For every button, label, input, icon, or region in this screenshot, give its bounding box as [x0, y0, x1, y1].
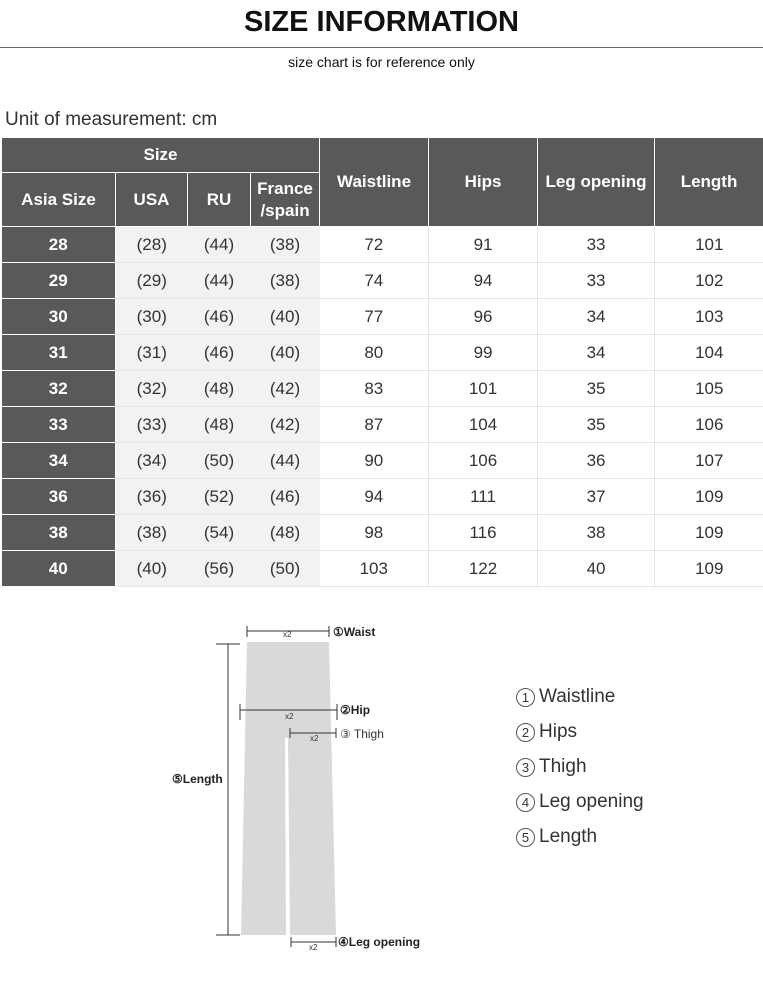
- cell-usa: (34): [116, 443, 188, 479]
- cell-asia-size: 32: [2, 371, 116, 407]
- cell-hips: 101: [429, 371, 538, 407]
- cell-ru: (50): [188, 443, 251, 479]
- table-row: [2, 479, 763, 515]
- length-measure-line: [216, 644, 240, 935]
- legend-label: Waistline: [539, 686, 616, 707]
- cell-usa: (31): [116, 335, 188, 371]
- cell-waistline: 83: [320, 371, 429, 407]
- cell-hips: 96: [429, 299, 538, 335]
- cell-hips: 99: [429, 335, 538, 371]
- cell-asia-size: 34: [2, 443, 116, 479]
- table-row: [2, 263, 763, 299]
- cell-ru: (44): [188, 263, 251, 299]
- table-row: [2, 407, 763, 443]
- cell-length: 106: [655, 407, 763, 443]
- cell-asia-size: 28: [2, 227, 116, 263]
- cell-length: 105: [655, 371, 763, 407]
- cell-usa: (33): [116, 407, 188, 443]
- cell-waistline: 87: [320, 407, 429, 443]
- cell-waistline: 80: [320, 335, 429, 371]
- cell-ru: (46): [188, 299, 251, 335]
- cell-length: 104: [655, 335, 763, 371]
- cell-leg-opening: 37: [538, 479, 655, 515]
- cell-ru: (52): [188, 479, 251, 515]
- waist-multiplier: x2: [283, 630, 292, 639]
- legend-item-hips: [516, 721, 644, 756]
- hip-multiplier: x2: [285, 712, 294, 721]
- cell-length: 109: [655, 551, 763, 587]
- cell-asia-size: 40: [2, 551, 116, 587]
- length-label: ⑤Length: [172, 772, 223, 786]
- pants-diagram: [0, 600, 763, 988]
- legend-item-thigh: [516, 756, 644, 791]
- cell-leg-opening: 40: [538, 551, 655, 587]
- cell-hips: 116: [429, 515, 538, 551]
- cell-asia-size: 29: [2, 263, 116, 299]
- cell-hips: 94: [429, 263, 538, 299]
- cell-usa: (32): [116, 371, 188, 407]
- legend-item-waistline: [516, 686, 644, 721]
- legend-number: 5: [516, 828, 535, 847]
- title-divider: [0, 47, 763, 48]
- cell-leg-opening: 34: [538, 335, 655, 371]
- cell-ru: (54): [188, 515, 251, 551]
- size-table-body: [2, 227, 763, 587]
- cell-ru: (48): [188, 407, 251, 443]
- cell-length: 102: [655, 263, 763, 299]
- cell-ru: (44): [188, 227, 251, 263]
- leg-opening-label: ④Leg opening: [338, 935, 421, 949]
- cell-hips: 106: [429, 443, 538, 479]
- table-row: [2, 443, 763, 479]
- legend-number: 3: [516, 758, 535, 777]
- table-row: [2, 299, 763, 335]
- cell-length: 109: [655, 515, 763, 551]
- cell-hips: 122: [429, 551, 538, 587]
- legend-number: 2: [516, 723, 535, 742]
- column-header-ru: RU: [188, 173, 251, 227]
- thigh-label: ③ Thigh: [340, 727, 384, 741]
- cell-leg-opening: 35: [538, 407, 655, 443]
- legend-number: 4: [516, 793, 535, 812]
- pants-silhouette: [241, 642, 336, 935]
- cell-ru: (48): [188, 371, 251, 407]
- thigh-multiplier: x2: [310, 734, 319, 743]
- size-table: [1, 137, 763, 587]
- legend-label: Length: [539, 826, 598, 847]
- cell-waistline: 103: [320, 551, 429, 587]
- cell-ru: (46): [188, 335, 251, 371]
- cell-asia-size: 36: [2, 479, 116, 515]
- cell-france-spain: (42): [251, 371, 320, 407]
- cell-france-spain: (42): [251, 407, 320, 443]
- cell-ru: (56): [188, 551, 251, 587]
- cell-waistline: 90: [320, 443, 429, 479]
- table-row: [2, 515, 763, 551]
- cell-hips: 111: [429, 479, 538, 515]
- cell-asia-size: 38: [2, 515, 116, 551]
- legend-label: Hips: [539, 721, 578, 742]
- table-row: [2, 551, 763, 587]
- column-header-hips: Hips: [429, 138, 538, 227]
- cell-waistline: 77: [320, 299, 429, 335]
- cell-hips: 91: [429, 227, 538, 263]
- cell-usa: (36): [116, 479, 188, 515]
- cell-leg-opening: 35: [538, 371, 655, 407]
- table-row: [2, 335, 763, 371]
- unit-note: Unit of measurement: cm: [5, 109, 218, 130]
- cell-france-spain: (40): [251, 299, 320, 335]
- cell-usa: (29): [116, 263, 188, 299]
- column-header-length: Length: [655, 138, 763, 227]
- cell-waistline: 94: [320, 479, 429, 515]
- cell-france-spain: (46): [251, 479, 320, 515]
- cell-leg-opening: 36: [538, 443, 655, 479]
- france-label: France: [257, 178, 313, 198]
- cell-leg-opening: 33: [538, 263, 655, 299]
- cell-waistline: 74: [320, 263, 429, 299]
- page-title: SIZE INFORMATION: [244, 6, 519, 38]
- cell-leg-opening: 38: [538, 515, 655, 551]
- column-header-france-spain: [251, 173, 320, 227]
- cell-leg-opening: 33: [538, 227, 655, 263]
- cell-france-spain: (44): [251, 443, 320, 479]
- hip-label: ②Hip: [340, 703, 371, 717]
- measurement-legend: [516, 686, 644, 861]
- cell-hips: 104: [429, 407, 538, 443]
- leg-opening-multiplier: x2: [309, 943, 318, 952]
- column-header-usa: USA: [116, 173, 188, 227]
- cell-france-spain: (50): [251, 551, 320, 587]
- column-header-asia-size: Asia Size: [2, 173, 116, 227]
- cell-length: 109: [655, 479, 763, 515]
- cell-usa: (30): [116, 299, 188, 335]
- cell-length: 103: [655, 299, 763, 335]
- size-group-header: Size: [2, 138, 320, 173]
- table-row: [2, 227, 763, 263]
- cell-usa: (38): [116, 515, 188, 551]
- cell-france-spain: (40): [251, 335, 320, 371]
- spain-label: /spain: [260, 200, 310, 220]
- cell-leg-opening: 34: [538, 299, 655, 335]
- cell-france-spain: (48): [251, 515, 320, 551]
- cell-length: 101: [655, 227, 763, 263]
- reference-note: size chart is for reference only: [288, 54, 475, 70]
- column-header-waistline: Waistline: [320, 138, 429, 227]
- cell-usa: (40): [116, 551, 188, 587]
- legend-item-leg-opening: [516, 791, 644, 826]
- cell-usa: (28): [116, 227, 188, 263]
- table-row: [2, 371, 763, 407]
- legend-label: Thigh: [539, 756, 587, 777]
- cell-length: 107: [655, 443, 763, 479]
- cell-france-spain: (38): [251, 227, 320, 263]
- cell-waistline: 98: [320, 515, 429, 551]
- cell-france-spain: (38): [251, 263, 320, 299]
- waist-label: ①Waist: [333, 625, 376, 639]
- legend-item-length: [516, 826, 644, 861]
- cell-asia-size: 31: [2, 335, 116, 371]
- column-header-leg-opening: Leg opening: [538, 138, 655, 227]
- legend-label: Leg opening: [539, 791, 644, 812]
- cell-asia-size: 33: [2, 407, 116, 443]
- cell-waistline: 72: [320, 227, 429, 263]
- legend-number: 1: [516, 688, 535, 707]
- cell-asia-size: 30: [2, 299, 116, 335]
